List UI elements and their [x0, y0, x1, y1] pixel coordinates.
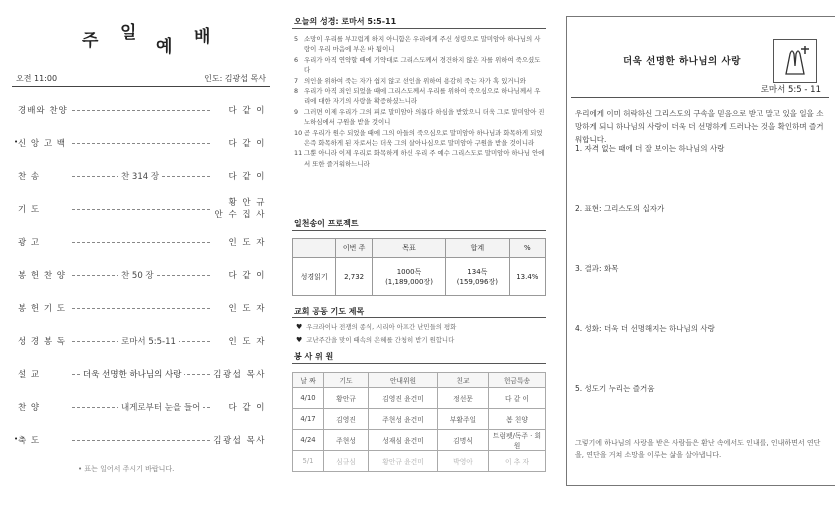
- order-item: 신 앙 고 백: [18, 139, 66, 149]
- table-cell: 정선문: [438, 388, 489, 409]
- table-header-cell: %: [509, 239, 545, 258]
- sermon-scripture: 로마서 5:5 - 11: [760, 85, 821, 95]
- table-header-row: [293, 373, 546, 388]
- table-cell: 주현성 윤건미: [369, 409, 438, 430]
- verse: [294, 86, 546, 107]
- prayer-text: 고난주간을 맞이 때속의 은혜를 간청히 받기 원합니다: [306, 336, 455, 344]
- leader-dots: [72, 143, 210, 144]
- table-row: [293, 388, 546, 409]
- order-item: 광 고: [18, 238, 41, 248]
- order-item: 기 도: [18, 205, 41, 215]
- verse-text: 곧 우리가 원수 되었을 때에 그의 아들의 죽으심으로 말미암아 하나님과 화목하게 되었은즉 화목하게 된 자로서는 더욱 그의 살아나심으로 말미암아 구원을 받을 것이니라: [304, 128, 543, 148]
- table-cell: 4/10: [293, 388, 324, 409]
- table-cell: 트럼펫/독주 · 회원: [489, 430, 546, 451]
- order-row: [18, 335, 266, 349]
- verse-number: 9: [294, 107, 299, 116]
- prayer-item: [296, 322, 544, 331]
- worship-title: [70, 18, 240, 57]
- total-count: 134독: [467, 267, 488, 276]
- service-table: [292, 372, 546, 472]
- table-cell: 성경읽기: [293, 258, 336, 296]
- verse: [294, 128, 546, 149]
- total-pages: (159,096장): [456, 277, 498, 286]
- table-header-row: [293, 239, 546, 258]
- order-person: 다 같 이: [225, 401, 266, 413]
- verse-number: 8: [294, 87, 299, 96]
- order-item: 축 도: [18, 436, 41, 446]
- order-detail: 찬 50 장: [118, 269, 157, 281]
- standing-bullet: •: [14, 435, 19, 443]
- order-row: [18, 170, 266, 184]
- table-cell: 부활주일: [438, 409, 489, 430]
- order-person-line: 황 안 규: [228, 198, 266, 208]
- table-cell: 김명식: [438, 430, 489, 451]
- goal-count: 1000독: [396, 267, 422, 276]
- table-cell: 황안규 윤건미: [369, 451, 438, 472]
- table-cell: 2,732: [336, 258, 373, 296]
- verse: [294, 107, 546, 128]
- order-row: [18, 236, 266, 250]
- standing-footnote: • 표는 일어서 주시기 바랍니다.: [78, 465, 175, 473]
- verse-text: 우리가 아직 죄인 되었을 때에 그리스도께서 우리를 위하여 죽으심으로 하나님께서 우리에 대한 자기의 사랑을 확증하셨느니라: [304, 87, 541, 106]
- order-person: [212, 197, 266, 221]
- sermon-title: 더욱 선명한 하나님의 사랑: [623, 56, 741, 67]
- table-cell: 4/24: [293, 430, 324, 451]
- table-header-cell: [293, 239, 336, 258]
- order-item: 찬 양: [18, 403, 41, 413]
- order-detail: 더욱 선명한 하나님의 사랑: [80, 368, 184, 380]
- table-cell: [372, 258, 445, 296]
- order-item: 성 경 봉 독: [18, 337, 66, 347]
- scripture-heading: 오늘의 성경: 로마서 5:5-11: [294, 17, 397, 26]
- table-cell: 봄 친양: [489, 409, 546, 430]
- table-cell: 13.4%: [509, 258, 545, 296]
- order-item: 봉 헌 기 도: [18, 304, 66, 314]
- prayer-heading: 교회 공동 기도 제목: [294, 307, 365, 316]
- order-person: 다 같 이: [225, 170, 266, 182]
- progress-table: [292, 238, 546, 296]
- heart-icon: ♥: [296, 336, 303, 344]
- table-cell: 심규심: [324, 451, 369, 472]
- verse-number: 7: [294, 76, 299, 85]
- verse-number: 10: [294, 128, 303, 137]
- title-char: 일: [120, 23, 137, 43]
- table-header-cell: 날 짜: [293, 373, 324, 388]
- verse-text: 우리가 아직 연약할 때에 기약대로 그리스도께서 경건하지 않은 자를 위하여 죽으셨도다: [304, 55, 541, 75]
- leader-dots: [72, 209, 210, 210]
- order-row: [18, 104, 266, 118]
- praying-hands-icon: [773, 39, 817, 83]
- order-person: 다 같 이: [225, 104, 266, 116]
- service-leader: 인도: 김광섭 목사: [204, 74, 266, 83]
- worship-meta: [16, 73, 266, 84]
- divider: [292, 28, 546, 29]
- table-cell: 주현성: [324, 430, 369, 451]
- verse-number: 11: [294, 149, 303, 158]
- sermon-panel: [566, 0, 835, 507]
- sermon-point: 1. 자격 없는 때에 더 잘 보이는 하나님의 사랑: [575, 144, 725, 153]
- order-detail: 로마서 5:5-11: [118, 335, 179, 347]
- verse-number: 6: [294, 55, 299, 64]
- order-item: 봉 헌 찬 양: [18, 271, 66, 281]
- table-row: [293, 409, 546, 430]
- verse: [294, 55, 546, 76]
- order-row: [18, 302, 266, 316]
- divider: [292, 363, 546, 364]
- info-panel: [286, 0, 548, 507]
- leader-dots: [72, 110, 210, 111]
- order-person: 인 도 자: [225, 335, 266, 347]
- order-detail: 내게로부터 눈을 들어: [118, 401, 203, 413]
- verse-text: 그뿐 아니라 이제 우리로 화목하게 하신 우리 주 예수 그리스도로 말미암아 하나님 안에서 또한 즐거워하느니라: [304, 149, 545, 168]
- table-cell: 박영아: [438, 451, 489, 472]
- service-time: 오전 11:00: [16, 74, 58, 83]
- verse-text: 의인을 위하여 죽는 자가 쉽지 않고 선인을 위하여 용감히 죽는 자가 혹 있거니와: [304, 76, 526, 85]
- standing-bullet: •: [14, 138, 19, 146]
- prayer-item: [296, 335, 544, 344]
- divider: [292, 230, 546, 231]
- order-item: 찬 송: [18, 172, 41, 182]
- title-char: 주: [82, 31, 99, 51]
- prayer-text: 우크라이나 전쟁의 종식, 시리아 아프간 난민들의 평화: [306, 323, 457, 331]
- leader-dots: [72, 308, 210, 309]
- table-cell: 성재심 윤건미: [369, 430, 438, 451]
- heart-icon: ♥: [296, 323, 303, 331]
- leader-dots: [72, 440, 210, 441]
- order-person: 인 도 자: [225, 236, 266, 248]
- title-char: 배: [194, 27, 211, 47]
- order-item: 경배와 찬양: [18, 106, 68, 116]
- sermon-point: 3. 결과: 화목: [575, 264, 619, 273]
- title-char: 예: [156, 37, 173, 57]
- table-header-cell: 기도: [324, 373, 369, 388]
- sermon-point: 4. 성화: 더욱 더 선명해지는 하나님의 사랑: [575, 324, 715, 333]
- table-header-cell: 헌금특송: [489, 373, 546, 388]
- sermon-point: 2. 표현: 그리스도의 십자가: [575, 204, 665, 213]
- verse: [294, 76, 546, 86]
- service-heading: 봉 사 위 원: [294, 352, 334, 361]
- service-body: [293, 388, 546, 472]
- order-row: [18, 269, 266, 283]
- verse: [294, 148, 546, 169]
- verse: [294, 34, 546, 55]
- table-cell: 김영진 윤건미: [369, 388, 438, 409]
- table-row: [293, 451, 546, 472]
- table-header-cell: 합계: [446, 239, 510, 258]
- order-person: 다 같 이: [225, 137, 266, 149]
- sermon-intro: 우리에게 이미 허락하신 그리스도의 구속을 믿음으로 받고 말고 있을 일을 소망하게 되니 하나님의 사랑이 더욱 더 선명하게 드러나는 것을 확인하며 즐거워합니다.: [575, 109, 824, 144]
- table-header-cell: 친교: [438, 373, 489, 388]
- leader-dots: [72, 242, 210, 243]
- table-cell: 김영진: [324, 409, 369, 430]
- order-person: 다 같 이: [225, 269, 266, 281]
- order-person: 김광섭 목사: [210, 434, 266, 446]
- order-row: [18, 368, 266, 382]
- table-cell: 4/17: [293, 409, 324, 430]
- sermon-frame: [566, 16, 835, 486]
- table-cell: 이 추 자: [489, 451, 546, 472]
- sermon-point: 5. 성도기 누리는 즐거움: [575, 384, 655, 393]
- order-row: [18, 198, 266, 220]
- order-person: 김광섭 목사: [210, 368, 266, 380]
- order-detail: 찬 314 장: [118, 170, 162, 182]
- table-cell: [446, 258, 510, 296]
- order-row: [18, 434, 266, 448]
- divider: [12, 86, 270, 87]
- order-row: [18, 401, 266, 415]
- table-header-cell: 이번 주: [336, 239, 373, 258]
- table-header-cell: 목표: [372, 239, 445, 258]
- order-person-line: 안 수 집 사: [214, 210, 266, 220]
- table-cell: 5/1: [293, 451, 324, 472]
- verse-text: 소망이 우리를 부끄럽게 하지 아니함은 우리에게 주신 성령으로 말미암아 하나님의 사랑이 우리 마음에 부은 바 됨이니: [304, 35, 541, 54]
- order-row: [18, 137, 266, 151]
- scripture-verses: [294, 34, 546, 169]
- table-row: [293, 258, 546, 296]
- verse-number: 5: [294, 35, 299, 43]
- table-cell: 다 같 이: [489, 388, 546, 409]
- verse-text: 그러면 이제 우리가 그의 피로 말미암아 의롭다 하심을 받았으니 더욱 그로 말미암아 진노하심에서 구원을 받을 것이니: [304, 107, 545, 127]
- goal-pages: (1,189,000장): [385, 277, 433, 286]
- sermon-closing: 그렇기에 하나님의 사랑을 받은 사람들은 환난 속에서도 인내를, 인내하면서 연단을, 연단을 거쳐 소망을 이루는 삶을 살아냅니다.: [575, 439, 821, 459]
- project-heading: 일천송이 프로젝트: [294, 219, 359, 228]
- table-cell: 황안규: [324, 388, 369, 409]
- divider: [571, 97, 829, 98]
- table-header-cell: 안내위원: [369, 373, 438, 388]
- worship-order-panel: [0, 0, 276, 507]
- divider: [292, 317, 546, 318]
- order-item: 설 교: [18, 370, 41, 380]
- order-person: 인 도 자: [225, 302, 266, 314]
- table-row: [293, 430, 546, 451]
